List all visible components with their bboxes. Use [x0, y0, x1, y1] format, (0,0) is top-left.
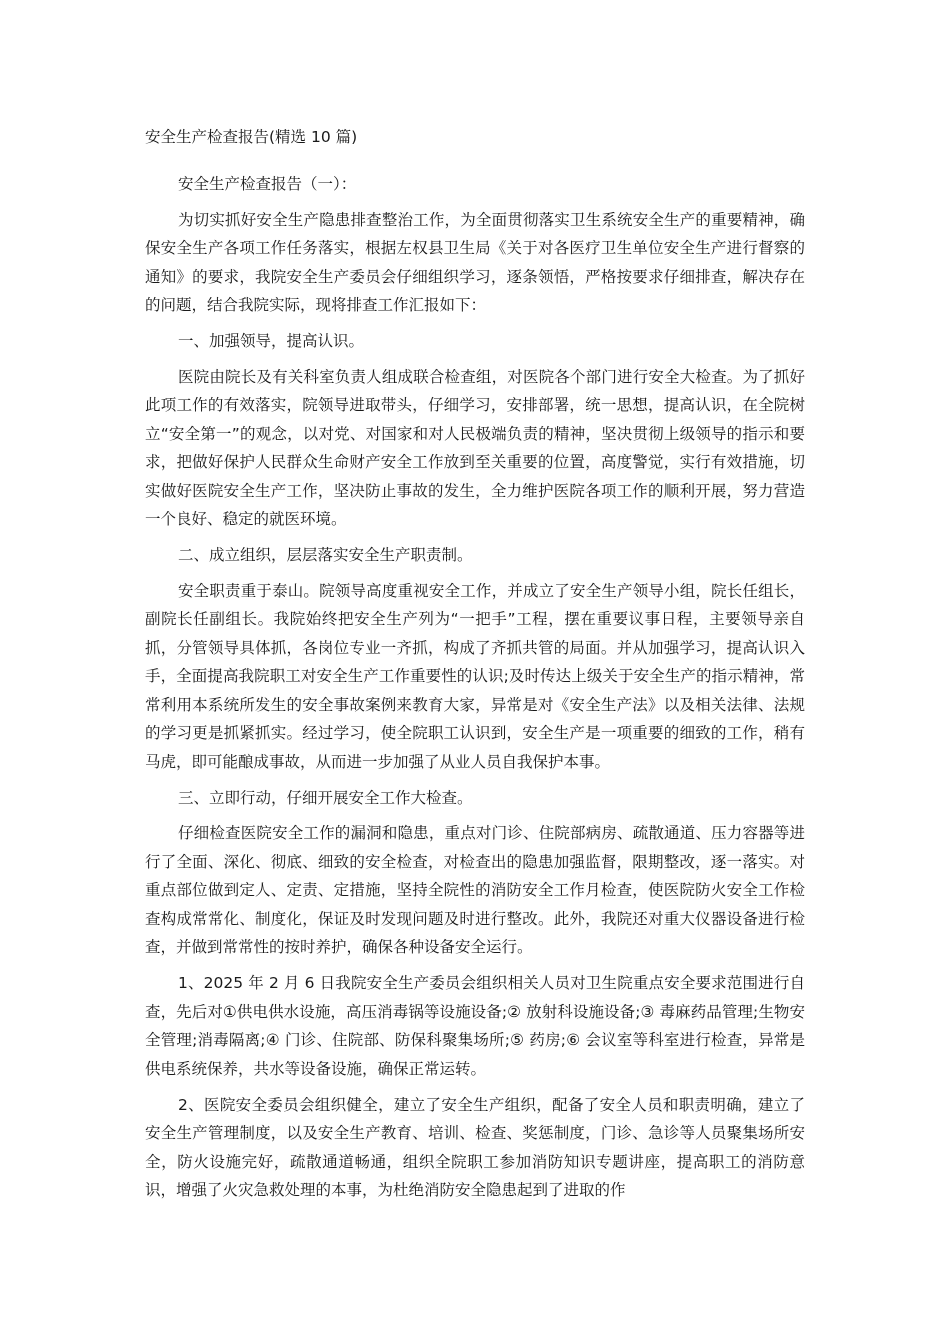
paragraph-inspection: 仔细检查医院安全工作的漏洞和隐患，重点对门诊、住院部病房、疏散通道、压力容器等进行了全面、深化、彻底、细致的安全检查，对检查出的隐患加强监督，限期整改，逐一落实。对重点部位做到定人、定责、定措施，坚持全院性的消防安全工作月检查，使医院防火安全工作检查构成常常化、制度化，保证及时发现问题及时进行整改。此外，我院还对重大仪器设备进行检查，并做到常常性的按时养护，确保各种设备安全运行。 — [145, 824, 805, 956]
section-title-report-1: 安全生产检查报告（一）： — [178, 175, 357, 193]
document-title: 安全生产检查报告(精选 10 篇) — [145, 128, 358, 146]
paragraph-responsibility: 安全职责重于泰山。院领导高度重视安全工作，并成立了安全生产领导小组，院长任组长，副院长任副组长。我院始终把安全生产列为“一把手”工程，摆在重要议事日程，主要领导亲自抓，分管领导具体抓，各岗位专业一齐抓，构成了齐抓共管的局面。并从加强学习，提高认识入手，全面提高我院职工对安全生产工作重要性的认识;及时传达上级关于安全生产的指示精神，常常利用本系统所发生的安全事故案例来教育大家，异常是对《安全生产法》以及相关法律、法规的学习更是抓紧抓实。经过学习，使全院职工认识到，安全生产是一项重要的细致的工作，稍有马虎，即可能酿成事故，从而进一步加强了从业人员自我保护本事。 — [145, 581, 805, 771]
paragraph-item-1: 1、2025 年 2 月 6 日我院安全生产委员会组织相关人员对卫生院重点安全要求范围进行自查，先后对①供电供水设施，高压消毒锅等设施设备;② 放射科设施设备;③ 毒麻药品管理;生物安全管理;消毒隔离;④ 门诊、住院部、防保科聚集场所;⑤ 药房;⑥ 会议室等科室进行检查，异常是供电系统保养，共水等设备设施，确保正常运转。 — [145, 974, 805, 1078]
document-page — [145, 124, 805, 1212]
paragraph-leadership: 医院由院长及有关科室负责人组成联合检查组，对医院各个部门进行安全大检查。为了抓好此项工作的有效落实，院领导进取带头，仔细学习，安排部署，统一思想，提高认识，在全院树立“安全第一”的观念，以对党、对国家和对人民极端负责的精神，坚决贯彻上级领导的指示和要求，把做好保护人民群众生命财产安全工作放到至关重要的位置，高度警觉，实行有效措施，切实做好医院安全生产工作，坚决防止事故的发生，全力维护医院各项工作的顺利开展，努力营造一个良好、稳定的就医环境。 — [145, 367, 805, 528]
section-heading-3: 三、立即行动，仔细开展安全工作大检查。 — [178, 788, 473, 807]
paragraph-intro: 为切实抓好安全生产隐患排查整治工作，为全面贯彻落实卫生系统安全生产的重要精神，确保安全生产各项工作任务落实，根据左权县卫生局《关于对各医疗卫生单位安全生产进行督察的通知》的要求，我院安全生产委员会仔细组织学习，逐条领悟，严格按要求仔细排查，解决存在的问题，结合我院实际，现将排查工作汇报如下： — [145, 210, 805, 314]
section-heading-2: 二、成立组织，层层落实安全生产职责制。 — [178, 546, 473, 564]
section-heading-1: 一、加强领导，提高认识。 — [178, 332, 365, 350]
paragraph-item-2: 2、医院安全委员会组织健全，建立了安全生产组织，配备了安全人员和职责明确，建立了安全生产管理制度，以及安全生产教育、培训、检查、奖惩制度，门诊、急诊等人员聚集场所安全，防火设施完好，疏散通道畅通，组织全院职工参加消防知识专题讲座，提高职工的消防意识，增强了火灾急救处理的本事，为杜绝消防安全隐患起到了进取的作 — [145, 1095, 805, 1199]
